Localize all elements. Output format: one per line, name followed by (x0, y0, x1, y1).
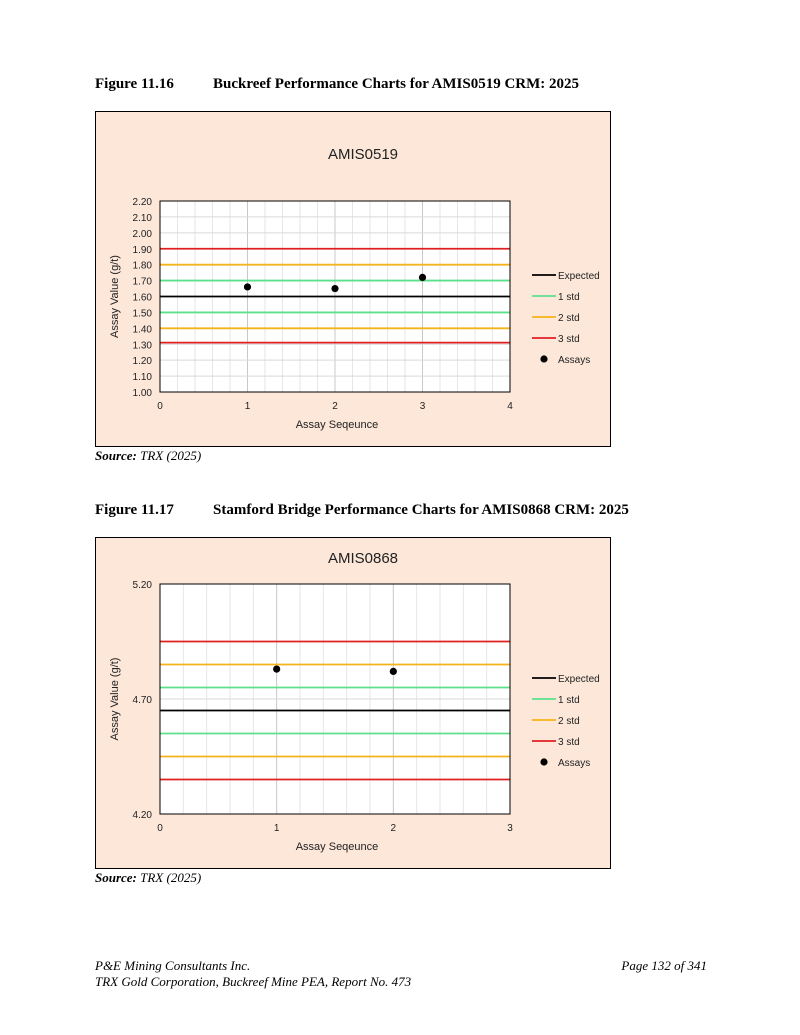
chart-title: AMIS0519 (327, 146, 399, 163)
chart-panel-1 (95, 111, 611, 447)
source-label-2: Source: (95, 870, 137, 885)
chart-1 (96, 112, 610, 446)
source-label-1: Source: (95, 448, 137, 463)
x-axis-label: Assay Seqeunce (295, 841, 379, 853)
legend-label: 1 std (558, 292, 580, 303)
y-tick-label: 1.70 (132, 276, 152, 288)
legend-label: 3 std (558, 334, 580, 345)
footer-report: TRX Gold Corporation, Buckreef Mine PEA, Report No. 473 (95, 974, 412, 989)
y-tick-label: 4.70 (132, 695, 152, 706)
x-tick-label: 1 (273, 823, 280, 834)
y-tick-label: 1.30 (132, 340, 152, 352)
x-tick-label: 1 (244, 401, 251, 412)
x-tick-label: 2 (332, 401, 338, 412)
figure-title-1: Buckreef Performance Charts for AMIS0519 CRM: 2025 (213, 76, 580, 92)
x-axis-label: Assay Seqeunce (295, 419, 379, 431)
figure-number-2: Figure 11.17 (95, 502, 174, 518)
legend-label: 3 std (558, 737, 580, 748)
legend-label: Assays (558, 758, 591, 769)
legend-marker-assays (540, 758, 547, 765)
assay-point (331, 285, 338, 292)
y-tick-label: 2.10 (132, 212, 152, 224)
y-tick-label: 4.20 (132, 810, 152, 821)
x-tick-label: 3 (507, 823, 513, 834)
y-tick-label: 1.90 (132, 244, 152, 256)
source-text-2: TRX (2025) (140, 870, 202, 885)
y-tick-label: 1.50 (132, 308, 152, 320)
source-note-1 (95, 448, 201, 464)
legend-label: Expected (558, 674, 600, 685)
footer-left (95, 958, 411, 990)
y-tick-label: 1.10 (132, 372, 152, 384)
legend-label: 1 std (558, 695, 580, 706)
y-tick-label: 1.20 (132, 356, 152, 368)
x-tick-label: 0 (157, 401, 163, 412)
y-tick-label: 1.40 (132, 324, 152, 336)
assay-point (419, 274, 426, 281)
y-axis-label: Assay Value (g/t) (109, 255, 121, 338)
figure-number-1: Figure 11.16 (95, 76, 174, 92)
footer-company: P&E Mining Consultants Inc. (95, 958, 251, 973)
figure-title-2: Stamford Bridge Performance Charts for AMIS0868 CRM: 2025 (213, 502, 629, 518)
chart-title: AMIS0868 (327, 550, 399, 567)
y-tick-label: 1.80 (132, 260, 152, 272)
footer-page-number: Page 132 of 341 (621, 958, 707, 973)
legend-label: 2 std (558, 716, 580, 727)
figure-caption-2 (95, 502, 629, 519)
x-tick-label: 3 (419, 401, 426, 412)
x-tick-label: 0 (157, 823, 163, 834)
source-note-2 (95, 870, 201, 886)
chart-2 (96, 538, 610, 868)
assay-point (273, 666, 280, 673)
x-tick-label: 2 (390, 823, 397, 834)
source-text-1: TRX (2025) (140, 448, 202, 463)
y-axis-label: Assay Value (g/t) (109, 657, 121, 741)
assay-point (390, 668, 397, 675)
legend-label: 2 std (558, 313, 580, 324)
chart-panel-2 (95, 537, 611, 869)
legend-label: Expected (558, 271, 600, 282)
legend-marker-assays (540, 355, 547, 362)
legend-label: Assays (558, 355, 591, 366)
x-tick-label: 4 (507, 401, 513, 412)
figure-caption-1 (95, 76, 579, 93)
y-tick-label: 1.00 (132, 388, 152, 399)
assay-point (244, 283, 251, 290)
y-tick-label: 1.60 (132, 292, 152, 304)
y-tick-label: 2.00 (132, 228, 152, 240)
y-tick-label: 2.20 (132, 197, 152, 208)
y-tick-label: 5.20 (132, 580, 152, 591)
